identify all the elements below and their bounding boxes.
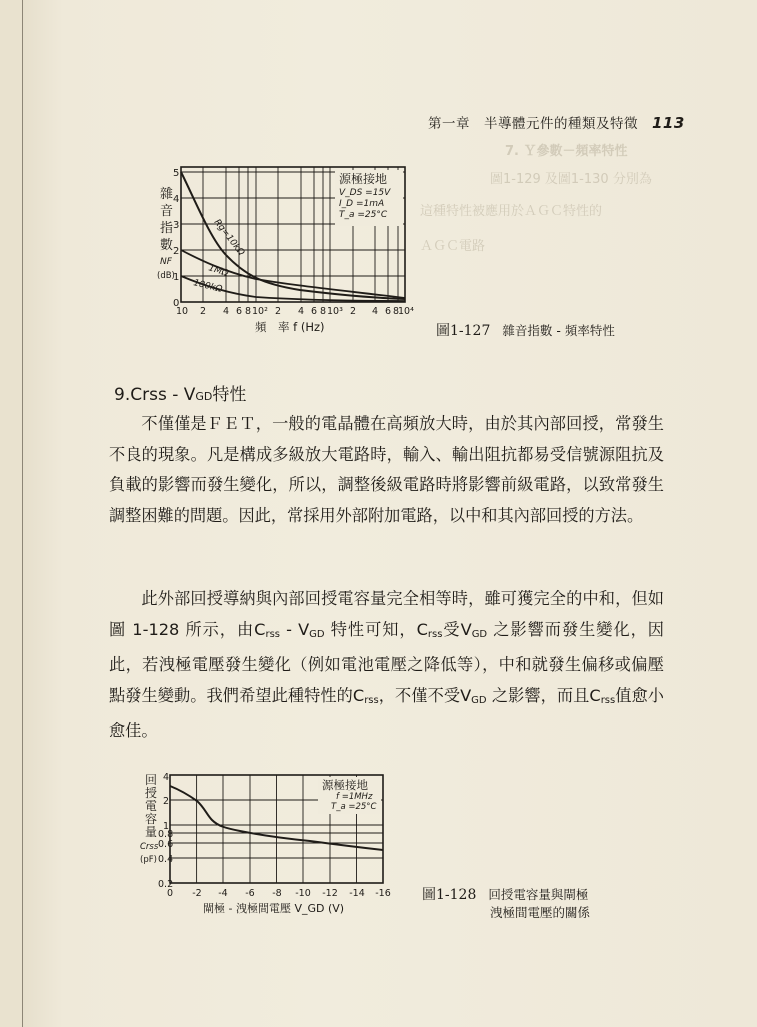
svg-text:-10: -10 [295, 888, 311, 899]
svg-text:2: 2 [350, 306, 357, 317]
svg-text:-2: -2 [192, 888, 202, 899]
y-axis-label-char: 授 [145, 786, 158, 800]
figure-caption-1-127 [436, 320, 615, 340]
svg-text:2: 2 [200, 306, 207, 317]
condition-line: T_a =25°C [331, 802, 377, 812]
bleed-text: ＡＧＣ電路 [420, 239, 486, 254]
y-axis-symbol: Crss [140, 842, 159, 852]
condition-line: 源極接地 [339, 172, 388, 186]
figure-number: 圖1-127 [436, 323, 491, 339]
svg-text:-16: -16 [375, 888, 391, 899]
bleed-text: 這種特性被應用於ＡＧＣ特性的 [420, 204, 603, 219]
condition-line: I_D =1mA [339, 199, 385, 209]
condition-line: 源極接地 [322, 778, 368, 792]
svg-text:0.4: 0.4 [158, 854, 174, 865]
svg-text:4: 4 [372, 306, 379, 317]
paragraph-text: 此外部回授導納與內部回授電容量完全相等時，雖可獲完全的中和，但如圖 1-128 所示，由$C_{rss} - V_{GD}$ 特性可知，$C_{rss}$受$V_{GD}$ 之影響而發生變化，因此，若洩極電壓發生變化（例如電池電壓之降低等），中和就發生偏移或偏壓點發生變動。我們希望此種特性的$C_{rss}$，不僅不受$V_{GD}$ 之影響，而且$C_{rss}$值愈小愈佳。 [109, 589, 664, 740]
condition-line: V_DS =15V [339, 188, 391, 198]
page-number: 113 [652, 114, 685, 132]
figure-caption-1-128 [422, 886, 590, 922]
condition-line: T_a =25°C [339, 210, 388, 220]
figure-caption-text: 雜音指數 - 頻率特性 [502, 323, 615, 338]
y-axis-label-char: 容 [145, 812, 158, 826]
svg-text:0: 0 [173, 298, 180, 309]
y-axis-unit: (dB) [157, 271, 175, 281]
y-axis-symbol: NF [160, 257, 172, 267]
svg-text:2: 2 [173, 246, 180, 257]
svg-text:0.6: 0.6 [158, 839, 174, 850]
svg-text:4: 4 [173, 194, 180, 205]
svg-text:-8: -8 [272, 888, 282, 899]
svg-text:10³: 10³ [327, 306, 343, 317]
facing-page-edge [0, 0, 22, 1027]
svg-text:4: 4 [223, 306, 230, 317]
curve-label: 100kΩ [192, 278, 224, 295]
svg-text:0.2: 0.2 [158, 879, 174, 890]
paragraph-1 [109, 409, 664, 531]
x-axis-label: 頻 率 f (Hz) [255, 320, 325, 334]
figure-1-127-chart [150, 160, 420, 340]
section-heading: 9.Crss - VGD特性 [114, 385, 247, 405]
running-header [428, 112, 685, 132]
y-axis-label-char: 電 [145, 799, 158, 813]
figure-caption-text: 回授電容量與閘極 [488, 887, 589, 902]
svg-text:-4: -4 [218, 888, 228, 899]
figure-caption-text: 洩極間電壓的關係 [490, 905, 591, 920]
svg-text:4: 4 [163, 772, 170, 783]
svg-text:6: 6 [236, 306, 243, 317]
svg-text:0: 0 [166, 888, 174, 899]
svg-text:2: 2 [163, 796, 170, 807]
svg-text:8: 8 [320, 306, 327, 317]
y-axis-label-char: 雜 [160, 187, 174, 202]
x-axis-label: 閘極 - 洩極間電壓 V_GD (V) [203, 902, 345, 915]
svg-text:6: 6 [385, 306, 392, 317]
svg-text:6: 6 [311, 306, 318, 317]
svg-text:5: 5 [173, 168, 180, 179]
paragraph-2 [109, 584, 664, 747]
svg-text:0.8: 0.8 [158, 829, 174, 840]
svg-text:10: 10 [176, 306, 189, 317]
svg-text:1: 1 [173, 272, 180, 283]
curve-label: Rg=10kΩ [211, 217, 247, 258]
svg-text:1: 1 [163, 821, 170, 832]
y-axis-label-char: 數 [160, 238, 174, 253]
svg-text:-12: -12 [322, 888, 338, 899]
chapter-title: 第一章 半導體元件的種類及特徵 [428, 116, 638, 132]
y-axis-label-char: 回 [145, 773, 158, 787]
svg-text:2: 2 [275, 306, 282, 317]
svg-text:4: 4 [298, 306, 305, 317]
y-axis-label-char: 音 [160, 204, 174, 219]
figure-1-128-chart [135, 768, 400, 918]
svg-text:-6: -6 [245, 888, 255, 899]
svg-text:8: 8 [393, 306, 400, 317]
svg-text:-14: -14 [349, 888, 365, 899]
y-axis-unit: (pF) [140, 855, 157, 865]
figure-number: 圖1-128 [422, 887, 477, 903]
bleed-text: 7. Ｙ參數－頻率特性 [505, 144, 628, 159]
paragraph-text: 不僅僅是ＦＥＴ，一般的電晶體在高頻放大時，由於其內部回授，常發生不良的現象。凡是構成多級放大電路時，輸入、輸出阻抗都易受信號源阻抗及負載的影響而發生變化，所以，調整後級電路時將影響前級電路，以致常發生調整困難的問題。因此，常採用外部附加電路，以中和其內部回授的方法。 [109, 414, 664, 525]
y-axis-label-char: 量 [145, 825, 158, 839]
y-axis-label-char: 指 [160, 221, 174, 236]
bleed-text: 圖1-129 及圖1-130 分別為 [490, 172, 652, 187]
svg-text:3: 3 [173, 220, 180, 231]
svg-text:10²: 10² [252, 306, 268, 317]
condition-line: f =1MHz [336, 792, 373, 802]
svg-text:10⁴: 10⁴ [398, 306, 414, 317]
curve-label: 1MΩ [207, 263, 230, 280]
svg-text:8: 8 [245, 306, 252, 317]
